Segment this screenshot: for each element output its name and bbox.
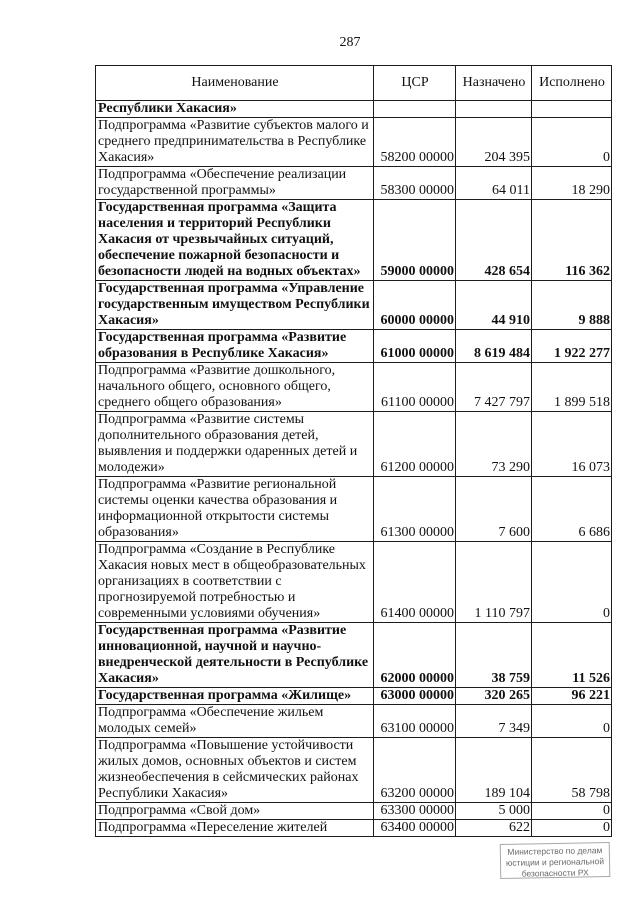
assigned-cell: 44 910 [456, 281, 532, 330]
executed-cell [532, 101, 612, 118]
name-cell: Государственная программа «Жилище» [96, 688, 374, 705]
executed-cell: 0 [532, 542, 612, 623]
csr-cell: 61400 00000 [374, 542, 456, 623]
table-row [96, 738, 612, 803]
name-cell: Подпрограмма «Развитие дошкольного, начального общего, основного общего, среднего общего образования» [96, 363, 374, 412]
table-header-row [96, 66, 612, 101]
executed-cell: 0 [532, 118, 612, 167]
header-executed: Исполнено [532, 66, 612, 101]
executed-cell: 1 922 277 [532, 330, 612, 363]
table-row [96, 200, 612, 281]
executed-cell: 116 362 [532, 200, 612, 281]
table-row [96, 542, 612, 623]
csr-cell: 61300 00000 [374, 477, 456, 542]
executed-cell: 16 073 [532, 412, 612, 477]
table-row [96, 803, 612, 820]
stamp-line: юстиции и региональной [505, 856, 605, 868]
table-row [96, 688, 612, 705]
executed-cell: 18 290 [532, 167, 612, 200]
name-cell: Подпрограмма «Обеспечение жильем молодых семей» [96, 705, 374, 738]
header-assigned: Назначено [456, 66, 532, 101]
assigned-cell: 7 427 797 [456, 363, 532, 412]
executed-cell: 9 888 [532, 281, 612, 330]
name-cell: Подпрограмма «Переселение жителей [96, 820, 374, 837]
table-row [96, 101, 612, 118]
assigned-cell: 189 104 [456, 738, 532, 803]
name-cell: Подпрограмма «Повышение устойчивости жилых домов, основных объектов и систем жизнеобеспечения в сейсмических районах Республики Хакасия» [96, 738, 374, 803]
name-cell: Республики Хакасия» [96, 101, 374, 118]
name-cell: Государственная программа «Управление государственным имуществом Республики Хакасия» [96, 281, 374, 330]
csr-cell: 63300 00000 [374, 803, 456, 820]
table-row [96, 412, 612, 477]
assigned-cell: 7 349 [456, 705, 532, 738]
executed-cell: 96 221 [532, 688, 612, 705]
table-row [96, 705, 612, 738]
csr-cell: 61100 00000 [374, 363, 456, 412]
assigned-cell: 204 395 [456, 118, 532, 167]
csr-cell: 59000 00000 [374, 200, 456, 281]
csr-cell: 63100 00000 [374, 705, 456, 738]
csr-cell: 63400 00000 [374, 820, 456, 837]
assigned-cell: 5 000 [456, 803, 532, 820]
assigned-cell: 622 [456, 820, 532, 837]
assigned-cell: 38 759 [456, 623, 532, 688]
table-row [96, 623, 612, 688]
page-number: 287 [339, 35, 361, 50]
name-cell: Подпрограмма «Развитие региональной системы оценки качества образования и информационной открытости системы образования» [96, 477, 374, 542]
name-cell: Государственная программа «Развитие инновационной, научной и научно- внедренческой деятельности в Республике Хакасия» [96, 623, 374, 688]
executed-cell: 6 686 [532, 477, 612, 542]
csr-cell: 60000 00000 [374, 281, 456, 330]
header-name: Наименование [96, 66, 374, 101]
executed-cell: 1 899 518 [532, 363, 612, 412]
executed-cell: 0 [532, 803, 612, 820]
table-row [96, 820, 612, 837]
executed-cell: 0 [532, 705, 612, 738]
executed-cell: 58 798 [532, 738, 612, 803]
csr-cell [374, 101, 456, 118]
name-cell: Государственная программа «Развитие образования в Республике Хакасия» [96, 330, 374, 363]
csr-cell: 58300 00000 [374, 167, 456, 200]
name-cell: Подпрограмма «Свой дом» [96, 803, 374, 820]
executed-cell: 11 526 [532, 623, 612, 688]
name-cell: Подпрограмма «Обеспечение реализации государственной программы» [96, 167, 374, 200]
table-row [96, 167, 612, 200]
csr-cell: 63200 00000 [374, 738, 456, 803]
budget-table [95, 65, 612, 837]
table-row [96, 281, 612, 330]
csr-cell: 61200 00000 [374, 412, 456, 477]
stamp-line: безопасности РХ [521, 867, 589, 879]
executed-cell: 0 [532, 820, 612, 837]
table-row [96, 330, 612, 363]
assigned-cell: 428 654 [456, 200, 532, 281]
assigned-cell: 73 290 [456, 412, 532, 477]
stamp-line: Министерство по делам [507, 845, 603, 857]
assigned-cell: 64 011 [456, 167, 532, 200]
table-row [96, 118, 612, 167]
table-row [96, 363, 612, 412]
name-cell: Государственная программа «Защита населения и территорий Республики Хакасия от чрезвычайных ситуаций, обеспечение пожарной безопасности и безопасности людей на водных объектах» [96, 200, 374, 281]
assigned-cell: 7 600 [456, 477, 532, 542]
assigned-cell: 8 619 484 [456, 330, 532, 363]
header-csr: ЦСР [374, 66, 456, 101]
csr-cell: 61000 00000 [374, 330, 456, 363]
csr-cell: 62000 00000 [374, 623, 456, 688]
name-cell: Подпрограмма «Развитие субъектов малого и среднего предпринимательства в Республике Хакасия» [96, 118, 374, 167]
name-cell: Подпрограмма «Развитие системы дополнительного образования детей, выявления и поддержки одаренных детей и молодежи» [96, 412, 374, 477]
assigned-cell: 1 110 797 [456, 542, 532, 623]
name-cell: Подпрограмма «Создание в Республике Хакасия новых мест в общеобразовательных организациях в соответствии с прогнозируемой потребностью и современными условиями обучения» [96, 542, 374, 623]
assigned-cell [456, 101, 532, 118]
csr-cell: 63000 00000 [374, 688, 456, 705]
table-row [96, 477, 612, 542]
csr-cell: 58200 00000 [374, 118, 456, 167]
assigned-cell: 320 265 [456, 688, 532, 705]
ministry-stamp [500, 842, 611, 879]
